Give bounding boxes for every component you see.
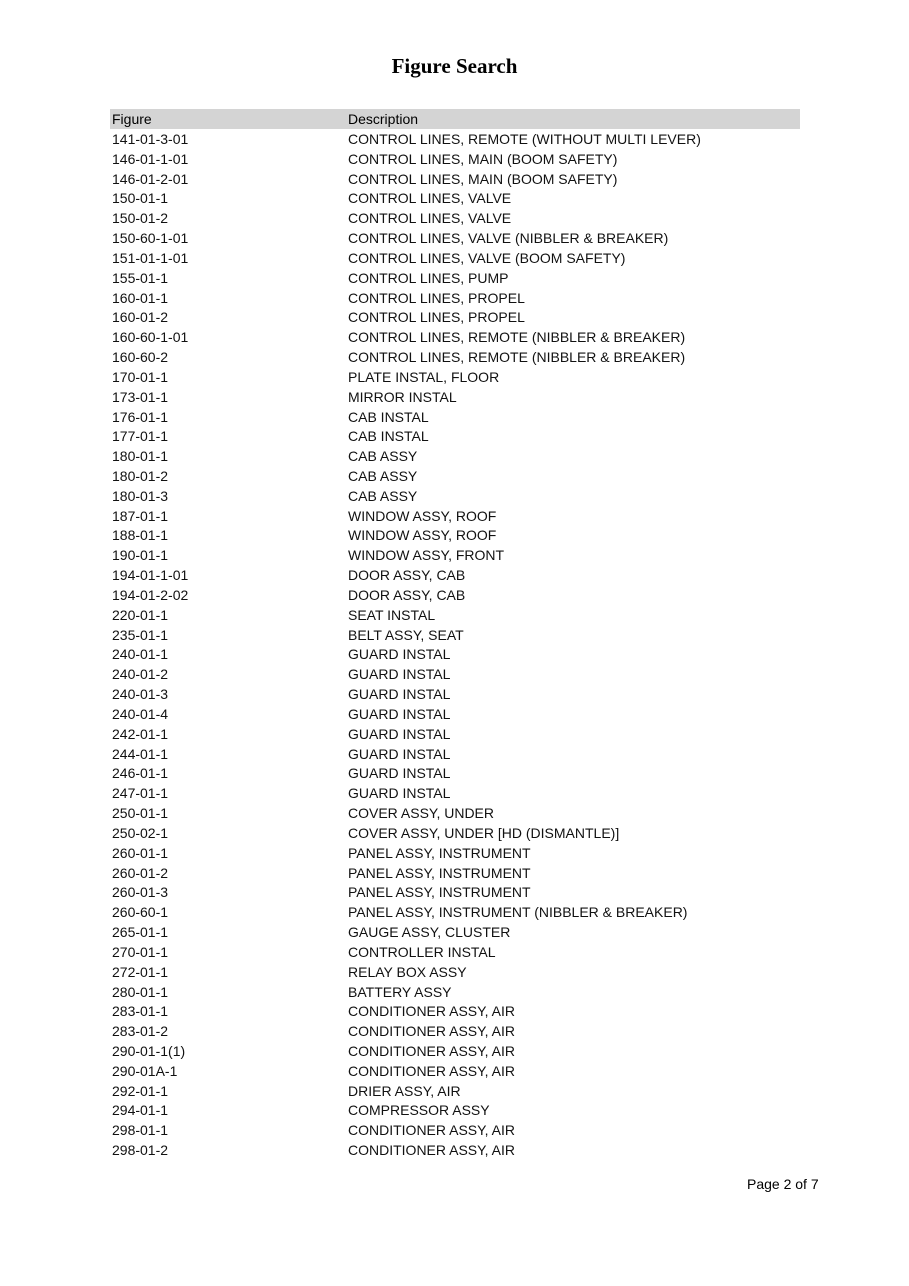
figure-number: 265-01-1 (112, 924, 169, 941)
table-row (110, 446, 800, 466)
figure-description: CAB ASSY (348, 467, 418, 484)
figure-number: 160-60-2 (112, 349, 169, 366)
figure-number: 150-01-1 (112, 190, 169, 207)
table-row (110, 922, 800, 942)
figure-description: CONTROL LINES, REMOTE (WITHOUT MULTI LEVER) (348, 130, 701, 147)
figure-number: 141-01-3-01 (112, 130, 189, 147)
figure-number: 298-01-1 (112, 1122, 169, 1139)
figure-description: CONDITIONER ASSY, AIR (348, 1122, 516, 1139)
figure-description: WINDOW ASSY, FRONT (348, 547, 505, 564)
figure-number: 180-01-3 (112, 487, 169, 504)
figure-description: PANEL ASSY, INSTRUMENT (348, 844, 531, 861)
figure-description: BATTERY ASSY (348, 983, 452, 1000)
table-row (110, 704, 800, 724)
figure-number: 180-01-1 (112, 448, 169, 465)
figure-description: CONTROL LINES, PROPEL (348, 309, 525, 326)
figure-description: CONTROL LINES, MAIN (BOOM SAFETY) (348, 150, 618, 167)
figure-description: SEAT INSTAL (348, 606, 436, 623)
figure-number: 170-01-1 (112, 368, 169, 385)
table-row (110, 228, 800, 248)
table-row (110, 248, 800, 268)
figure-description: CAB ASSY (348, 448, 418, 465)
figure-description: PANEL ASSY, INSTRUMENT (348, 864, 531, 881)
figure-description: DOOR ASSY, CAB (348, 567, 466, 584)
figure-description: GUARD INSTAL (348, 646, 451, 663)
figure-description: PANEL ASSY, INSTRUMENT (348, 884, 531, 901)
table-row (110, 288, 800, 308)
table-row (110, 684, 800, 704)
figure-description: CONTROL LINES, REMOTE (NIBBLER & BREAKER) (348, 329, 686, 346)
column-header-figure: Figure (112, 111, 152, 127)
figure-number: 250-02-1 (112, 824, 169, 841)
figure-description: CONTROL LINES, VALVE (348, 190, 512, 207)
table-row (110, 387, 800, 407)
figure-description: GAUGE ASSY, CLUSTER (348, 924, 511, 941)
table-row (110, 1140, 800, 1160)
figure-number: 151-01-1-01 (112, 249, 189, 266)
figure-number: 247-01-1 (112, 785, 169, 802)
figure-description: COVER ASSY, UNDER (348, 805, 495, 822)
figure-number: 290-01A-1 (112, 1062, 178, 1079)
table-row (110, 1001, 800, 1021)
figure-number: 242-01-1 (112, 725, 169, 742)
table-row (110, 506, 800, 526)
figure-description: CONTROL LINES, VALVE (BOOM SAFETY) (348, 249, 626, 266)
table-row (110, 1041, 800, 1061)
table-row (110, 882, 800, 902)
figure-number: 240-01-3 (112, 686, 169, 703)
figure-description: COVER ASSY, UNDER [HD (DISMANTLE)] (348, 824, 620, 841)
figure-description: GUARD INSTAL (348, 705, 451, 722)
figure-number: 260-01-3 (112, 884, 169, 901)
figure-number: 194-01-1-01 (112, 567, 189, 584)
figure-number: 244-01-1 (112, 745, 169, 762)
table-row (110, 1021, 800, 1041)
figure-description: CONDITIONER ASSY, AIR (348, 1043, 516, 1059)
figure-description: COMPRESSOR ASSY (348, 1102, 490, 1119)
figure-number: 283-01-2 (112, 1023, 169, 1040)
figure-description: CAB INSTAL (348, 428, 429, 445)
table-row (110, 942, 800, 962)
column-header-description: Description (348, 111, 419, 127)
figure-number: 187-01-1 (112, 507, 169, 524)
figure-number: 146-01-1-01 (112, 150, 189, 167)
figure-description: GUARD INSTAL (348, 666, 451, 683)
table-row (110, 129, 800, 149)
figure-number: 194-01-2-02 (112, 586, 189, 603)
figure-description: CONTROL LINES, REMOTE (NIBBLER & BREAKER) (348, 349, 686, 366)
figure-number: 260-01-2 (112, 864, 169, 881)
figure-description: CONTROL LINES, VALVE (NIBBLER & BREAKER) (348, 230, 669, 247)
table-row (110, 803, 800, 823)
table-row (110, 625, 800, 645)
table-row (110, 605, 800, 625)
figure-table (110, 109, 800, 1160)
figure-number: 240-01-4 (112, 705, 169, 722)
page-title: Figure Search (391, 54, 518, 78)
figure-number: 160-60-1-01 (112, 329, 189, 346)
figure-number: 298-01-2 (112, 1142, 169, 1159)
figure-description: CONTROL LINES, PROPEL (348, 289, 525, 306)
figure-number: 220-01-1 (112, 606, 169, 623)
figure-number: 160-01-2 (112, 309, 169, 326)
figure-number: 235-01-1 (112, 626, 169, 643)
figure-description: CONDITIONER ASSY, AIR (348, 1142, 516, 1159)
table-row (110, 407, 800, 427)
figure-description: PANEL ASSY, INSTRUMENT (NIBBLER & BREAKER) (348, 904, 688, 921)
table-row (110, 466, 800, 486)
table-row (110, 367, 800, 387)
figure-number: 150-60-1-01 (112, 230, 189, 247)
figure-number: 270-01-1 (112, 943, 169, 960)
figure-number: 272-01-1 (112, 963, 169, 980)
figure-number: 146-01-2-01 (112, 170, 189, 187)
figure-number: 173-01-1 (112, 388, 169, 405)
figure-number: 155-01-1 (112, 269, 169, 286)
figure-description: BELT ASSY, SEAT (348, 626, 464, 643)
table-row (110, 744, 800, 764)
table-row (110, 545, 800, 565)
table-row (110, 169, 800, 189)
figure-number: 190-01-1 (112, 547, 169, 564)
table-row (110, 149, 800, 169)
table-body (110, 129, 800, 1160)
table-row (110, 1120, 800, 1140)
figure-number: 280-01-1 (112, 983, 169, 1000)
figure-description: CONDITIONER ASSY, AIR (348, 1023, 516, 1040)
page-number: Page 2 of 7 (747, 1176, 819, 1192)
figure-number: 250-01-1 (112, 805, 169, 822)
figure-number: 177-01-1 (112, 428, 169, 445)
table-row (110, 764, 800, 784)
table-row (110, 307, 800, 327)
figure-number: 292-01-1 (112, 1082, 169, 1099)
table-row (110, 724, 800, 744)
table-row (110, 863, 800, 883)
table-row (110, 327, 800, 347)
figure-description: CONTROL LINES, PUMP (348, 269, 509, 286)
figure-number: 240-01-2 (112, 666, 169, 683)
table-row (110, 268, 800, 288)
table-row (110, 645, 800, 665)
table-row (110, 783, 800, 803)
figure-number: 260-60-1 (112, 904, 169, 921)
table-row (110, 843, 800, 863)
figure-description: GUARD INSTAL (348, 765, 451, 782)
table-row (110, 565, 800, 585)
figure-number: 294-01-1 (112, 1102, 169, 1119)
figure-description: DOOR ASSY, CAB (348, 586, 466, 603)
figure-number: 180-01-2 (112, 467, 169, 484)
figure-description: GUARD INSTAL (348, 745, 451, 762)
figure-description: CAB ASSY (348, 487, 418, 504)
table-row (110, 1101, 800, 1121)
figure-number: 283-01-1 (112, 1003, 169, 1020)
table-row (110, 823, 800, 843)
figure-description: PLATE INSTAL, FLOOR (348, 368, 500, 385)
table-row (110, 1061, 800, 1081)
figure-description: CAB INSTAL (348, 408, 429, 425)
figure-description: CONTROL LINES, VALVE (348, 210, 512, 227)
table-row (110, 347, 800, 367)
table-row (110, 962, 800, 982)
figure-description: RELAY BOX ASSY (348, 963, 467, 980)
figure-number: 240-01-1 (112, 646, 169, 663)
table-row (110, 664, 800, 684)
table-row (110, 902, 800, 922)
figure-description: GUARD INSTAL (348, 725, 451, 742)
figure-number: 260-01-1 (112, 844, 169, 861)
figure-description: WINDOW ASSY, ROOF (348, 527, 497, 544)
figure-description: GUARD INSTAL (348, 686, 451, 703)
figure-description: GUARD INSTAL (348, 785, 451, 802)
table-row (110, 426, 800, 446)
table-header (110, 109, 800, 129)
table-row (110, 208, 800, 228)
figure-number: 150-01-2 (112, 210, 169, 227)
table-row (110, 585, 800, 605)
table-row (110, 486, 800, 506)
table-row (110, 188, 800, 208)
table-row (110, 982, 800, 1002)
figure-number: 188-01-1 (112, 527, 169, 544)
figure-number: 160-01-1 (112, 289, 169, 306)
figure-description: CONTROLLER INSTAL (348, 943, 496, 960)
figure-description: DRIER ASSY, AIR (348, 1082, 461, 1099)
figure-number: 176-01-1 (112, 408, 169, 425)
figure-number: 246-01-1 (112, 765, 169, 782)
table-row (110, 1081, 800, 1101)
figure-description: CONDITIONER ASSY, AIR (348, 1062, 516, 1079)
figure-description: CONTROL LINES, MAIN (BOOM SAFETY) (348, 170, 618, 187)
figure-description: CONDITIONER ASSY, AIR (348, 1003, 516, 1020)
figure-number: 290-01-1(1) (112, 1043, 186, 1059)
table-row (110, 526, 800, 546)
figure-description: WINDOW ASSY, ROOF (348, 507, 497, 524)
figure-description: MIRROR INSTAL (348, 388, 457, 405)
